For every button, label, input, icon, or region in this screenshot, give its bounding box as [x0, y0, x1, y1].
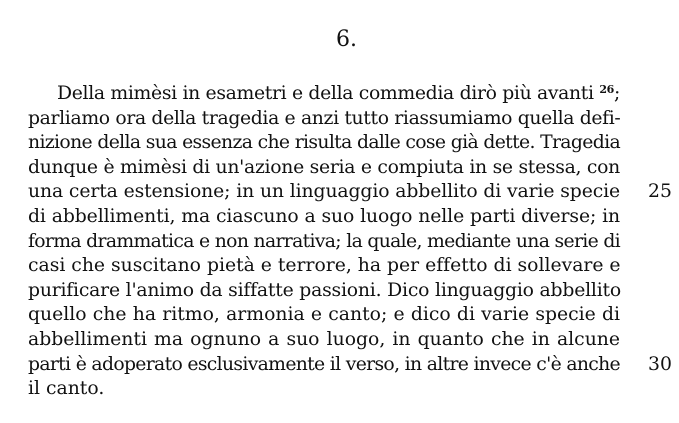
line-text-content: di abbellimenti, ma ciascuno a suo luogo nelle parti diverse; in	[28, 205, 620, 227]
line-text	[28, 156, 620, 181]
line-text	[28, 254, 621, 279]
text-line	[28, 205, 640, 230]
line-text	[28, 279, 621, 304]
line-text	[28, 353, 620, 378]
text-line	[28, 156, 640, 181]
line-text-content: casi che suscitano pietà e terrore, ha per effetto di sollevare e	[28, 255, 621, 277]
text-line	[28, 279, 640, 304]
section-number-heading: 6.	[336, 27, 357, 52]
text-line	[28, 180, 672, 205]
line-text-content: parti è adoperato esclusivamente il verso, in altre invece c'è anche	[28, 353, 620, 375]
line-text	[28, 107, 620, 132]
text-line	[28, 230, 640, 255]
line-text-content: abbellimenti ma ognuno a suo luogo, in quanto che in alcune	[28, 328, 620, 350]
line-text-content: purificare l'animo da siffatte passioni. Dico linguaggio abbellito	[28, 279, 621, 301]
line-text	[28, 205, 620, 230]
line-text-content: forma drammatica e non narrativa; la quale, mediante una serie di	[28, 230, 621, 252]
text-line	[28, 377, 640, 402]
line-text	[28, 377, 104, 402]
text-line	[28, 303, 640, 328]
text-line	[28, 328, 640, 353]
text-line	[28, 131, 640, 156]
line-text	[28, 328, 620, 353]
line-text	[28, 230, 620, 255]
line-text	[28, 303, 620, 328]
line-text	[28, 82, 620, 107]
text-line	[28, 254, 640, 279]
line-text-content: dunque è mimèsi di un'azione seria e compiuta in se stessa, con	[28, 156, 620, 178]
footnote-reference[interactable]: 26	[599, 82, 614, 96]
line-text-content: Della mimèsi in esametri e della commedia dirò più avanti	[57, 83, 600, 104]
text-line	[28, 107, 640, 132]
line-text	[28, 131, 620, 156]
line-number: 25	[648, 181, 672, 203]
line-text-content: parliamo ora della tragedia e anzi tutto riassumiamo quella defi-	[28, 107, 621, 129]
line-number: 30	[648, 353, 672, 375]
line-text-content: quello che ha ritmo, armonia e canto; e dico di varie specie di	[28, 304, 620, 326]
line-text-content: nizione della sua essenza che risulta dalle cose già dette. Tragedia	[28, 132, 620, 154]
text-line	[28, 82, 640, 107]
line-text-content: una certa estensione; in un linguaggio abbellito di varie specie	[28, 181, 620, 203]
text-line	[28, 353, 672, 378]
body-paragraph	[28, 82, 672, 402]
line-text-content-after: ;	[614, 83, 621, 104]
line-text-content: il canto.	[28, 378, 105, 400]
line-text	[28, 180, 620, 205]
